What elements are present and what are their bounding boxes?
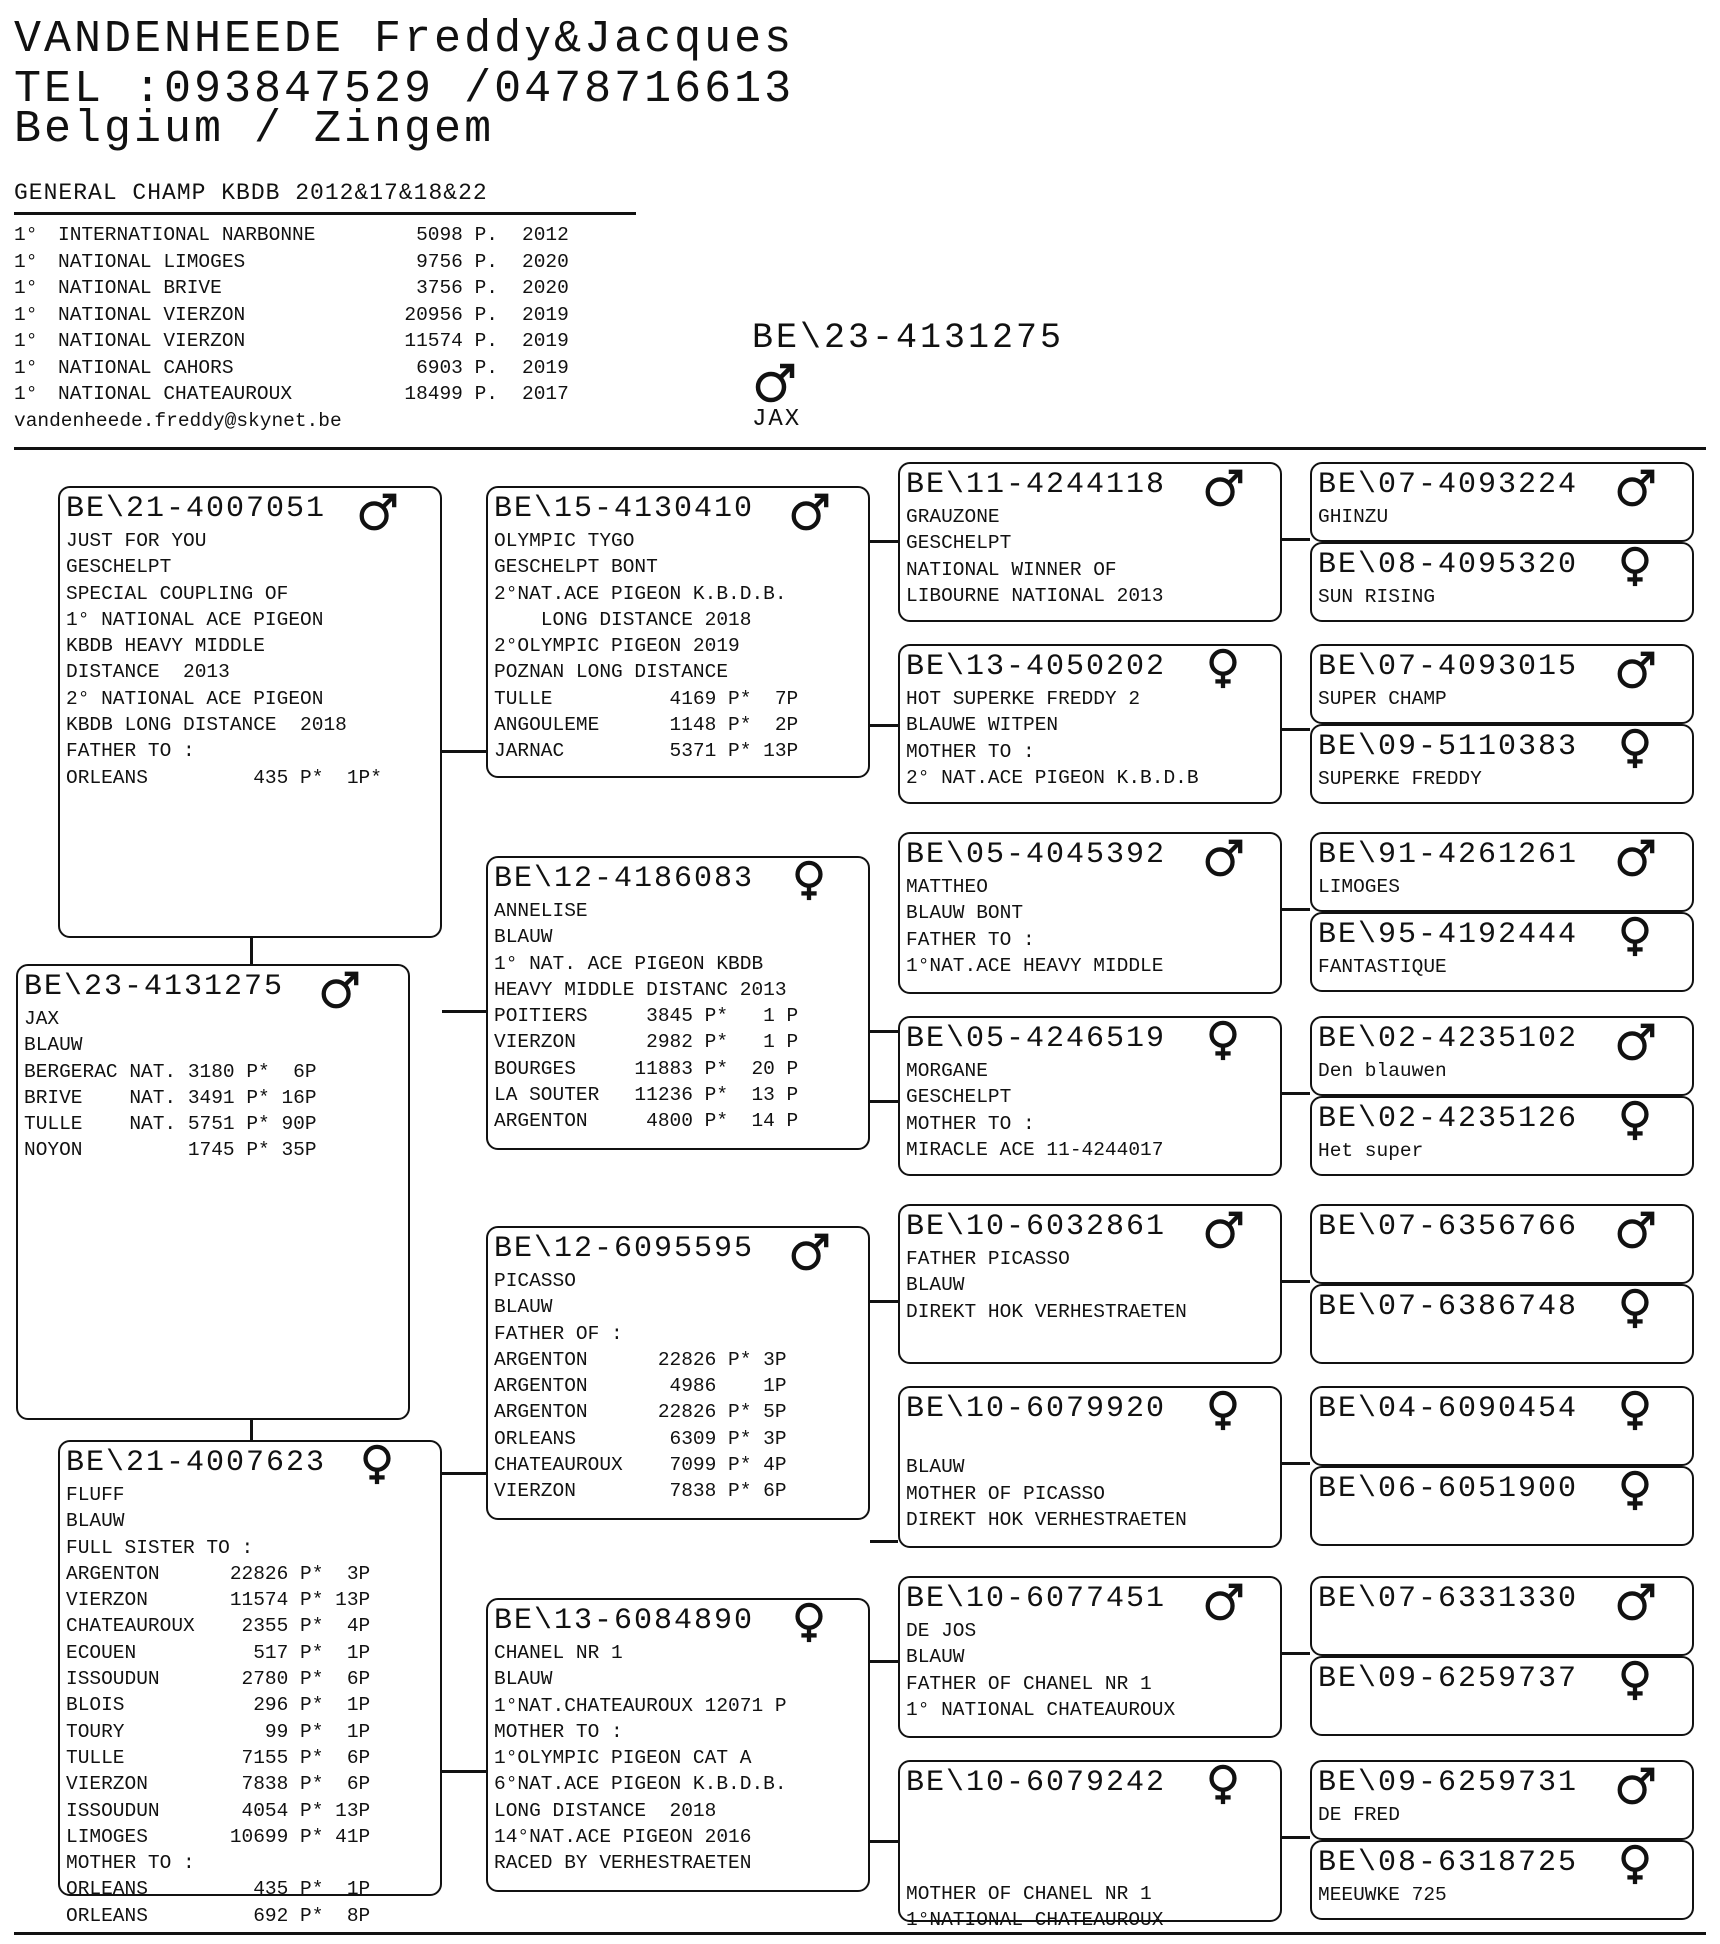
ring-number: BE\09-6259731 — [1318, 1766, 1579, 1800]
result-row — [14, 381, 614, 408]
detail-line: MOTHER OF CHANEL NR 1 — [906, 1882, 1152, 1905]
detail-line: 1°NAT.CHATEAUROUX 12071 P — [494, 1694, 787, 1717]
detail-line: 1°NATIONAL CHATEAUROUX — [906, 1909, 1164, 1932]
detail-line: ARGENTON 4986 1P — [494, 1375, 787, 1398]
male-icon — [1614, 1022, 1656, 1069]
connector-line — [1282, 908, 1310, 911]
result-pigeons: 20956 P. — [404, 303, 498, 326]
detail-line: ANGOULEME 1148 P* 2P — [494, 714, 799, 737]
result-row — [14, 302, 614, 329]
detail-line: PICASSO — [494, 1270, 576, 1292]
ring-number: BE\10-6077451 — [906, 1582, 1167, 1616]
detail-line: 1° NAT. ACE PIGEON KBDB — [494, 952, 764, 975]
detail-line: SPECIAL COUPLING OF — [66, 582, 289, 605]
pigeon-details — [906, 1802, 1163, 1933]
ring-number: BE\04-6090454 — [1318, 1392, 1579, 1426]
detail-line: DISTANCE 2013 — [66, 661, 230, 684]
detail-line: 2°OLYMPIC PIGEON 2019 — [494, 635, 740, 658]
male-icon — [1614, 650, 1656, 697]
detail-line: MOTHER TO : — [906, 740, 1035, 763]
detail-line: 1° NATIONAL CHATEAUROUX — [906, 1698, 1176, 1721]
pigeon-card-g5[interactable] — [1310, 832, 1694, 912]
female-icon — [1614, 1390, 1656, 1437]
detail-line: ANNELISE — [494, 900, 588, 922]
pigeon-details — [1318, 584, 1435, 610]
detail-line: 1° NATIONAL ACE PIGEON — [66, 608, 324, 631]
result-race: NATIONAL VIERZON — [58, 330, 246, 352]
detail-line: DIREKT HOK VERHESTRAETEN — [906, 1300, 1187, 1323]
ring-number: BE\09-6259737 — [1318, 1662, 1579, 1696]
detail-line: BLAUW BONT — [906, 902, 1024, 925]
pigeon-card-g6[interactable] — [1310, 912, 1694, 992]
pigeon-card-g10[interactable] — [1310, 1284, 1694, 1364]
detail-line: 6°NAT.ACE PIGEON K.B.D.B. — [494, 1773, 787, 1796]
detail-line: HOT SUPERKE FREDDY 2 — [906, 688, 1141, 710]
result-row — [14, 222, 614, 249]
pigeon-details — [1318, 686, 1447, 712]
connector-line — [870, 540, 898, 543]
result-pigeons: 11574 P. — [404, 330, 498, 352]
connector-line — [1282, 1836, 1310, 1839]
detail-line: HEAVY MIDDLE DISTANC 2013 — [494, 978, 787, 1001]
pigeon-card-g14[interactable] — [1310, 1656, 1694, 1736]
detail-line: TULLE 4169 P* 7P — [494, 687, 799, 710]
detail-line: ORLEANS 692 P* 8P — [66, 1904, 371, 1927]
male-icon — [788, 1232, 830, 1279]
connector-line — [1282, 1652, 1310, 1655]
pigeon-details — [906, 1058, 1163, 1163]
detail-line: Den blauwen — [1318, 1060, 1447, 1082]
female-icon — [1202, 1764, 1244, 1811]
detail-line: JARNAC 5371 P* 13P — [494, 740, 799, 763]
detail-line: POITIERS 3845 P* 1 P — [494, 1005, 799, 1028]
pigeon-card-dss[interactable] — [898, 1204, 1282, 1364]
result-race: NATIONAL VIERZON — [58, 303, 246, 326]
pigeon-details — [66, 1482, 370, 1929]
male-icon — [1202, 1582, 1244, 1629]
detail-line: KBDB LONG DISTANCE 2018 — [66, 714, 347, 737]
detail-line: BLAUWE WITPEN — [906, 714, 1059, 737]
ring-number: BE\10-6032861 — [906, 1210, 1167, 1244]
detail-line: FATHER TO : — [906, 928, 1035, 951]
male-icon — [1202, 468, 1244, 515]
detail-line — [906, 1802, 1163, 1828]
detail-line: GESCHELPT — [906, 1086, 1012, 1109]
connector-line — [870, 1300, 898, 1303]
detail-line: BLAUW — [906, 1456, 965, 1479]
connector-line — [1282, 538, 1310, 541]
detail-line: FATHER OF CHANEL NR 1 — [906, 1672, 1152, 1695]
connector-line — [870, 724, 898, 727]
male-icon — [1614, 1582, 1656, 1629]
connector-line — [250, 938, 253, 966]
result-place: 1° — [14, 224, 38, 246]
detail-line: ORLEANS 6309 P* 3P — [494, 1427, 787, 1450]
result-year: 2017 — [522, 383, 569, 405]
detail-line: CHANEL NR 1 — [494, 1642, 623, 1664]
detail-line: DE FRED — [1318, 1804, 1400, 1826]
pigeon-details — [906, 504, 1163, 609]
detail-line: SUN RISING — [1318, 586, 1436, 608]
detail-line: BLAUW — [24, 1034, 83, 1057]
pigeon-details — [494, 528, 798, 765]
male-icon — [1614, 838, 1656, 885]
detail-line: ORLEANS 435 P* 1P* — [66, 766, 382, 789]
ring-number: BE\07-4093224 — [1318, 468, 1579, 502]
owner-tel: TEL :093847529 /0478716613 — [14, 64, 795, 115]
detail-line: LA SOUTER 11236 P* 13 P — [494, 1084, 799, 1107]
male-icon — [1614, 1766, 1656, 1813]
subject-male-icon — [752, 362, 796, 406]
detail-line: NATIONAL WINNER OF — [906, 558, 1117, 581]
result-race: INTERNATIONAL NARBONNE — [58, 224, 316, 246]
detail-line: BOURGES 11883 P* 20 P — [494, 1057, 799, 1080]
connector-line — [1282, 728, 1310, 731]
subject-name-heading: JAX — [752, 406, 802, 433]
detail-line: ISSOUDUN 2780 P* 6P — [66, 1668, 371, 1691]
champ-title: GENERAL CHAMP KBDB 2012&17&18&22 — [14, 180, 488, 206]
detail-line: MOTHER TO : — [906, 1112, 1035, 1135]
detail-line: FULL SISTER TO : — [66, 1536, 254, 1559]
female-icon — [1614, 1844, 1656, 1891]
female-icon — [1614, 1100, 1656, 1147]
detail-line: TOURY 99 P* 1P — [66, 1720, 371, 1743]
pigeon-card-g7[interactable] — [1310, 1016, 1694, 1096]
pigeon-details — [906, 1428, 1187, 1533]
detail-line: GESCHELPT — [66, 556, 172, 579]
pigeon-details — [494, 898, 798, 1135]
detail-line: BERGERAC NAT. 3180 P* 6P — [24, 1060, 317, 1083]
female-icon — [1202, 1390, 1244, 1437]
ring-number: BE\07-4093015 — [1318, 650, 1579, 684]
result-pigeons: 3756 P. — [416, 277, 498, 299]
pigeon-card-ddd[interactable] — [898, 1760, 1282, 1932]
pigeon-details — [1318, 1882, 1447, 1908]
detail-line: KBDB HEAVY MIDDLE — [66, 635, 265, 658]
detail-line: GESCHELPT BONT — [494, 556, 658, 579]
female-icon — [788, 1602, 830, 1649]
result-year: 2019 — [522, 303, 569, 326]
pigeon-card-g4[interactable] — [1310, 724, 1694, 804]
detail-line: MOTHER TO : — [66, 1852, 195, 1875]
detail-line: Het super — [1318, 1140, 1424, 1162]
connector-line — [442, 1010, 486, 1013]
result-place: 1° — [14, 250, 38, 273]
detail-line: FANTASTIQUE — [1318, 956, 1447, 978]
ring-number: BE\10-6079242 — [906, 1766, 1167, 1800]
detail-line: DIREKT HOK VERHESTRAETEN — [906, 1508, 1187, 1531]
result-pigeons: 9756 P. — [416, 250, 498, 273]
detail-line: 14°NAT.ACE PIGEON 2016 — [494, 1826, 752, 1849]
detail-line: BLAUW — [906, 1274, 965, 1297]
detail-line: VIERZON 7838 P* 6P — [66, 1773, 371, 1796]
detail-line: DE JOS — [906, 1620, 977, 1642]
pigeon-card-sds[interactable] — [898, 832, 1282, 994]
detail-line: MOTHER OF PICASSO — [906, 1482, 1105, 1505]
detail-line: LIBOURNE NATIONAL 2013 — [906, 584, 1164, 607]
result-race: NATIONAL LIMOGES — [58, 250, 246, 273]
ring-number: BE\02-4235102 — [1318, 1022, 1579, 1056]
detail-line: SUPER CHAMP — [1318, 688, 1447, 710]
ring-number: BE\12-6095595 — [494, 1232, 755, 1266]
ring-number: BE\09-5110383 — [1318, 730, 1579, 764]
female-icon — [1614, 1470, 1656, 1517]
pigeon-details — [66, 528, 382, 791]
pigeon-details — [906, 874, 1163, 979]
detail-line: LIMOGES — [1318, 876, 1400, 898]
detail-line: MEEUWKE 725 — [1318, 1884, 1447, 1906]
ring-number: BE\02-4235126 — [1318, 1102, 1579, 1136]
pigeon-card-g13[interactable] — [1310, 1576, 1694, 1656]
detail-line: LIMOGES 10699 P* 41P — [66, 1825, 371, 1848]
detail-line: MOTHER TO : — [494, 1720, 623, 1743]
results-list — [14, 222, 614, 408]
male-icon — [1202, 838, 1244, 885]
male-icon — [1614, 1210, 1656, 1257]
detail-line: ECOUEN 517 P* 1P — [66, 1641, 371, 1664]
detail-line: POZNAN LONG DISTANCE — [494, 661, 729, 684]
ring-number: BE\21-4007051 — [66, 492, 327, 526]
connector-line — [442, 1472, 486, 1475]
result-place: 1° — [14, 277, 38, 299]
detail-line — [906, 1855, 1163, 1881]
detail-line: GESCHELPT — [906, 532, 1012, 555]
ring-number: BE\21-4007623 — [66, 1446, 327, 1480]
detail-line: CHATEAUROUX 2355 P* 4P — [66, 1615, 371, 1638]
detail-line: ARGENTON 4800 P* 14 P — [494, 1110, 799, 1133]
female-icon — [1614, 546, 1656, 593]
connector-line — [870, 1540, 898, 1543]
detail-line: 2° NATIONAL ACE PIGEON — [66, 687, 324, 710]
ring-number: BE\12-4186083 — [494, 862, 755, 896]
result-pigeons: 6903 P. — [416, 356, 498, 379]
detail-line: JUST FOR YOU — [66, 530, 207, 552]
ring-number: BE\11-4244118 — [906, 468, 1167, 502]
pigeon-details — [494, 1640, 787, 1877]
result-place: 1° — [14, 383, 38, 405]
detail-line: BLAUW — [494, 1668, 553, 1691]
pigeon-card-g1[interactable] — [1310, 462, 1694, 542]
female-icon — [1614, 916, 1656, 963]
detail-line: BLOIS 296 P* 1P — [66, 1694, 371, 1717]
champ-underline — [14, 212, 636, 215]
pigeon-card-g12[interactable] — [1310, 1466, 1694, 1546]
pigeon-card-sire[interactable] — [58, 486, 442, 938]
ring-number: BE\23-4131275 — [24, 970, 285, 1004]
detail-line: OLYMPIC TYGO — [494, 530, 635, 552]
pigeon-details — [1318, 1802, 1400, 1828]
result-race: NATIONAL CAHORS — [58, 356, 234, 379]
result-place: 1° — [14, 356, 38, 379]
pigeon-details — [1318, 1058, 1447, 1084]
result-pigeons: 5098 P. — [416, 224, 498, 246]
pigeon-card-g16[interactable] — [1310, 1840, 1694, 1920]
pigeon-card-dsd[interactable] — [898, 1386, 1282, 1548]
detail-line: GRAUZONE — [906, 506, 1000, 528]
connector-line — [442, 750, 486, 753]
detail-line: ARGENTON 22826 P* 3P — [66, 1562, 371, 1585]
pigeon-card-dam[interactable] — [58, 1440, 442, 1927]
pigeon-card-sdd[interactable] — [898, 1016, 1282, 1176]
male-icon — [318, 970, 360, 1017]
pigeon-card-ssd[interactable] — [898, 644, 1282, 804]
subject-ring-heading: BE\23-4131275 — [752, 318, 1065, 358]
detail-line: FATHER TO : — [66, 740, 195, 763]
pigeon-card-g9[interactable] — [1310, 1204, 1694, 1284]
female-icon — [1614, 1660, 1656, 1707]
owner-name: VANDENHEEDE Freddy&Jacques — [14, 14, 795, 65]
pigeon-details — [24, 1006, 317, 1164]
result-row — [14, 249, 614, 276]
ring-number: BE\91-4261261 — [1318, 838, 1579, 872]
result-race: NATIONAL BRIVE — [58, 277, 222, 299]
detail-line: BRIVE NAT. 3491 P* 16P — [24, 1086, 317, 1109]
ring-number: BE\10-6079920 — [906, 1392, 1167, 1426]
pigeon-card-g11[interactable] — [1310, 1386, 1694, 1466]
top-divider — [14, 447, 1706, 450]
detail-line: VIERZON 7838 P* 6P — [494, 1480, 787, 1503]
connector-line — [870, 1100, 898, 1103]
pigeon-card-sss[interactable] — [898, 462, 1282, 622]
detail-line: MIRACLE ACE 11-4244017 — [906, 1138, 1164, 1161]
detail-line: NOYON 1745 P* 35P — [24, 1139, 317, 1162]
pigeon-details — [1318, 1138, 1423, 1164]
detail-line: SUPERKE FREDDY — [1318, 768, 1482, 790]
connector-line — [1282, 1280, 1310, 1283]
detail-line: 2°NAT.ACE PIGEON K.B.D.B. — [494, 582, 787, 605]
detail-line: MATTHEO — [906, 876, 988, 898]
ring-number: BE\13-4050202 — [906, 650, 1167, 684]
pigeon-card-ds[interactable] — [486, 1226, 870, 1520]
connector-line — [1282, 1092, 1310, 1095]
male-icon — [1614, 468, 1656, 515]
detail-line: VIERZON 2982 P* 1 P — [494, 1031, 799, 1054]
result-pigeons: 18499 P. — [404, 383, 498, 405]
pigeon-card-g2[interactable] — [1310, 542, 1694, 622]
ring-number: BE\07-6356766 — [1318, 1210, 1579, 1244]
ring-number: BE\05-4045392 — [906, 838, 1167, 872]
ring-number: BE\95-4192444 — [1318, 918, 1579, 952]
result-row — [14, 355, 614, 382]
result-place: 1° — [14, 330, 38, 352]
ring-number: BE\06-6051900 — [1318, 1472, 1579, 1506]
detail-line: FLUFF — [66, 1484, 125, 1506]
detail-line: MORGANE — [906, 1060, 988, 1082]
pigeon-details — [906, 1618, 1175, 1723]
ring-number: BE\13-6084890 — [494, 1604, 755, 1638]
ring-number: BE\08-6318725 — [1318, 1846, 1579, 1880]
pigeon-card-dds[interactable] — [898, 1576, 1282, 1738]
pigeon-details — [1318, 766, 1482, 792]
detail-line: 1°OLYMPIC PIGEON CAT A — [494, 1747, 752, 1770]
detail-line: ORLEANS 435 P* 1P — [66, 1878, 371, 1901]
result-row — [14, 275, 614, 302]
connector-line — [250, 1418, 253, 1442]
owner-location: Belgium / Zingem — [14, 104, 495, 155]
male-icon — [1202, 1210, 1244, 1257]
detail-line — [906, 1828, 1163, 1854]
detail-line: VIERZON 11574 P* 13P — [66, 1589, 371, 1612]
result-year: 2020 — [522, 277, 569, 299]
ring-number: BE\08-4095320 — [1318, 548, 1579, 582]
detail-line: BLAUW — [494, 1296, 553, 1319]
pigeon-details — [1318, 954, 1447, 980]
ring-number: BE\15-4130410 — [494, 492, 755, 526]
ring-number: BE\07-6331330 — [1318, 1582, 1579, 1616]
result-row — [14, 328, 614, 355]
result-year: 2019 — [522, 356, 569, 379]
connector-line — [442, 1770, 486, 1773]
detail-line: CHATEAUROUX 7099 P* 4P — [494, 1454, 787, 1477]
detail-line: 1°NAT.ACE HEAVY MIDDLE — [906, 954, 1164, 977]
result-year: 2020 — [522, 250, 569, 273]
pigeon-details — [1318, 874, 1400, 900]
detail-line: RACED BY VERHESTRAETEN — [494, 1852, 752, 1875]
connector-line — [870, 1660, 898, 1663]
pigeon-card-dd[interactable] — [486, 1598, 870, 1892]
pigeon-card-g15[interactable] — [1310, 1760, 1694, 1840]
detail-line: 2° NAT.ACE PIGEON K.B.D.B — [906, 766, 1199, 789]
detail-line: TULLE 7155 P* 6P — [66, 1746, 371, 1769]
pigeon-card-g3[interactable] — [1310, 644, 1694, 724]
pigeon-card-sd[interactable] — [486, 856, 870, 1150]
result-place: 1° — [14, 303, 38, 326]
result-year: 2019 — [522, 330, 569, 352]
detail-line: GHINZU — [1318, 506, 1389, 528]
connector-line — [870, 1030, 898, 1033]
ring-number: BE\07-6386748 — [1318, 1290, 1579, 1324]
detail-line: JAX — [24, 1008, 60, 1030]
detail-line: ARGENTON 22826 P* 3P — [494, 1348, 787, 1371]
detail-line: FATHER OF : — [494, 1322, 623, 1345]
pigeon-details — [906, 686, 1199, 791]
detail-line — [906, 1428, 1187, 1454]
detail-line: BLAUW — [906, 1646, 965, 1669]
detail-line: ISSOUDUN 4054 P* 13P — [66, 1799, 371, 1822]
email: vandenheede.freddy@skynet.be — [14, 410, 342, 432]
pigeon-details — [1318, 504, 1388, 530]
detail-line: ARGENTON 22826 P* 5P — [494, 1401, 787, 1424]
detail-line: BLAUW — [494, 926, 553, 949]
detail-line: FATHER PICASSO — [906, 1248, 1070, 1270]
pigeon-card-subject[interactable] — [16, 964, 410, 1420]
pigeon-details — [906, 1246, 1187, 1325]
result-race: NATIONAL CHATEAUROUX — [58, 383, 293, 405]
pigeon-card-g8[interactable] — [1310, 1096, 1694, 1176]
female-icon — [1614, 1288, 1656, 1335]
pigeon-card-ss[interactable] — [486, 486, 870, 778]
connector-line — [1282, 1462, 1310, 1465]
ring-number: BE\05-4246519 — [906, 1022, 1167, 1056]
female-icon — [1614, 728, 1656, 775]
detail-line: TULLE NAT. 5751 P* 90P — [24, 1113, 317, 1136]
pigeon-details — [494, 1268, 787, 1505]
connector-line — [870, 1840, 898, 1843]
female-icon — [1202, 1020, 1244, 1067]
female-icon — [1202, 648, 1244, 695]
detail-line: LONG DISTANCE 2018 — [494, 608, 752, 631]
result-year: 2012 — [522, 224, 569, 246]
detail-line: BLAUW — [66, 1510, 125, 1533]
bottom-divider — [14, 1932, 1706, 1935]
detail-line: LONG DISTANCE 2018 — [494, 1799, 717, 1822]
